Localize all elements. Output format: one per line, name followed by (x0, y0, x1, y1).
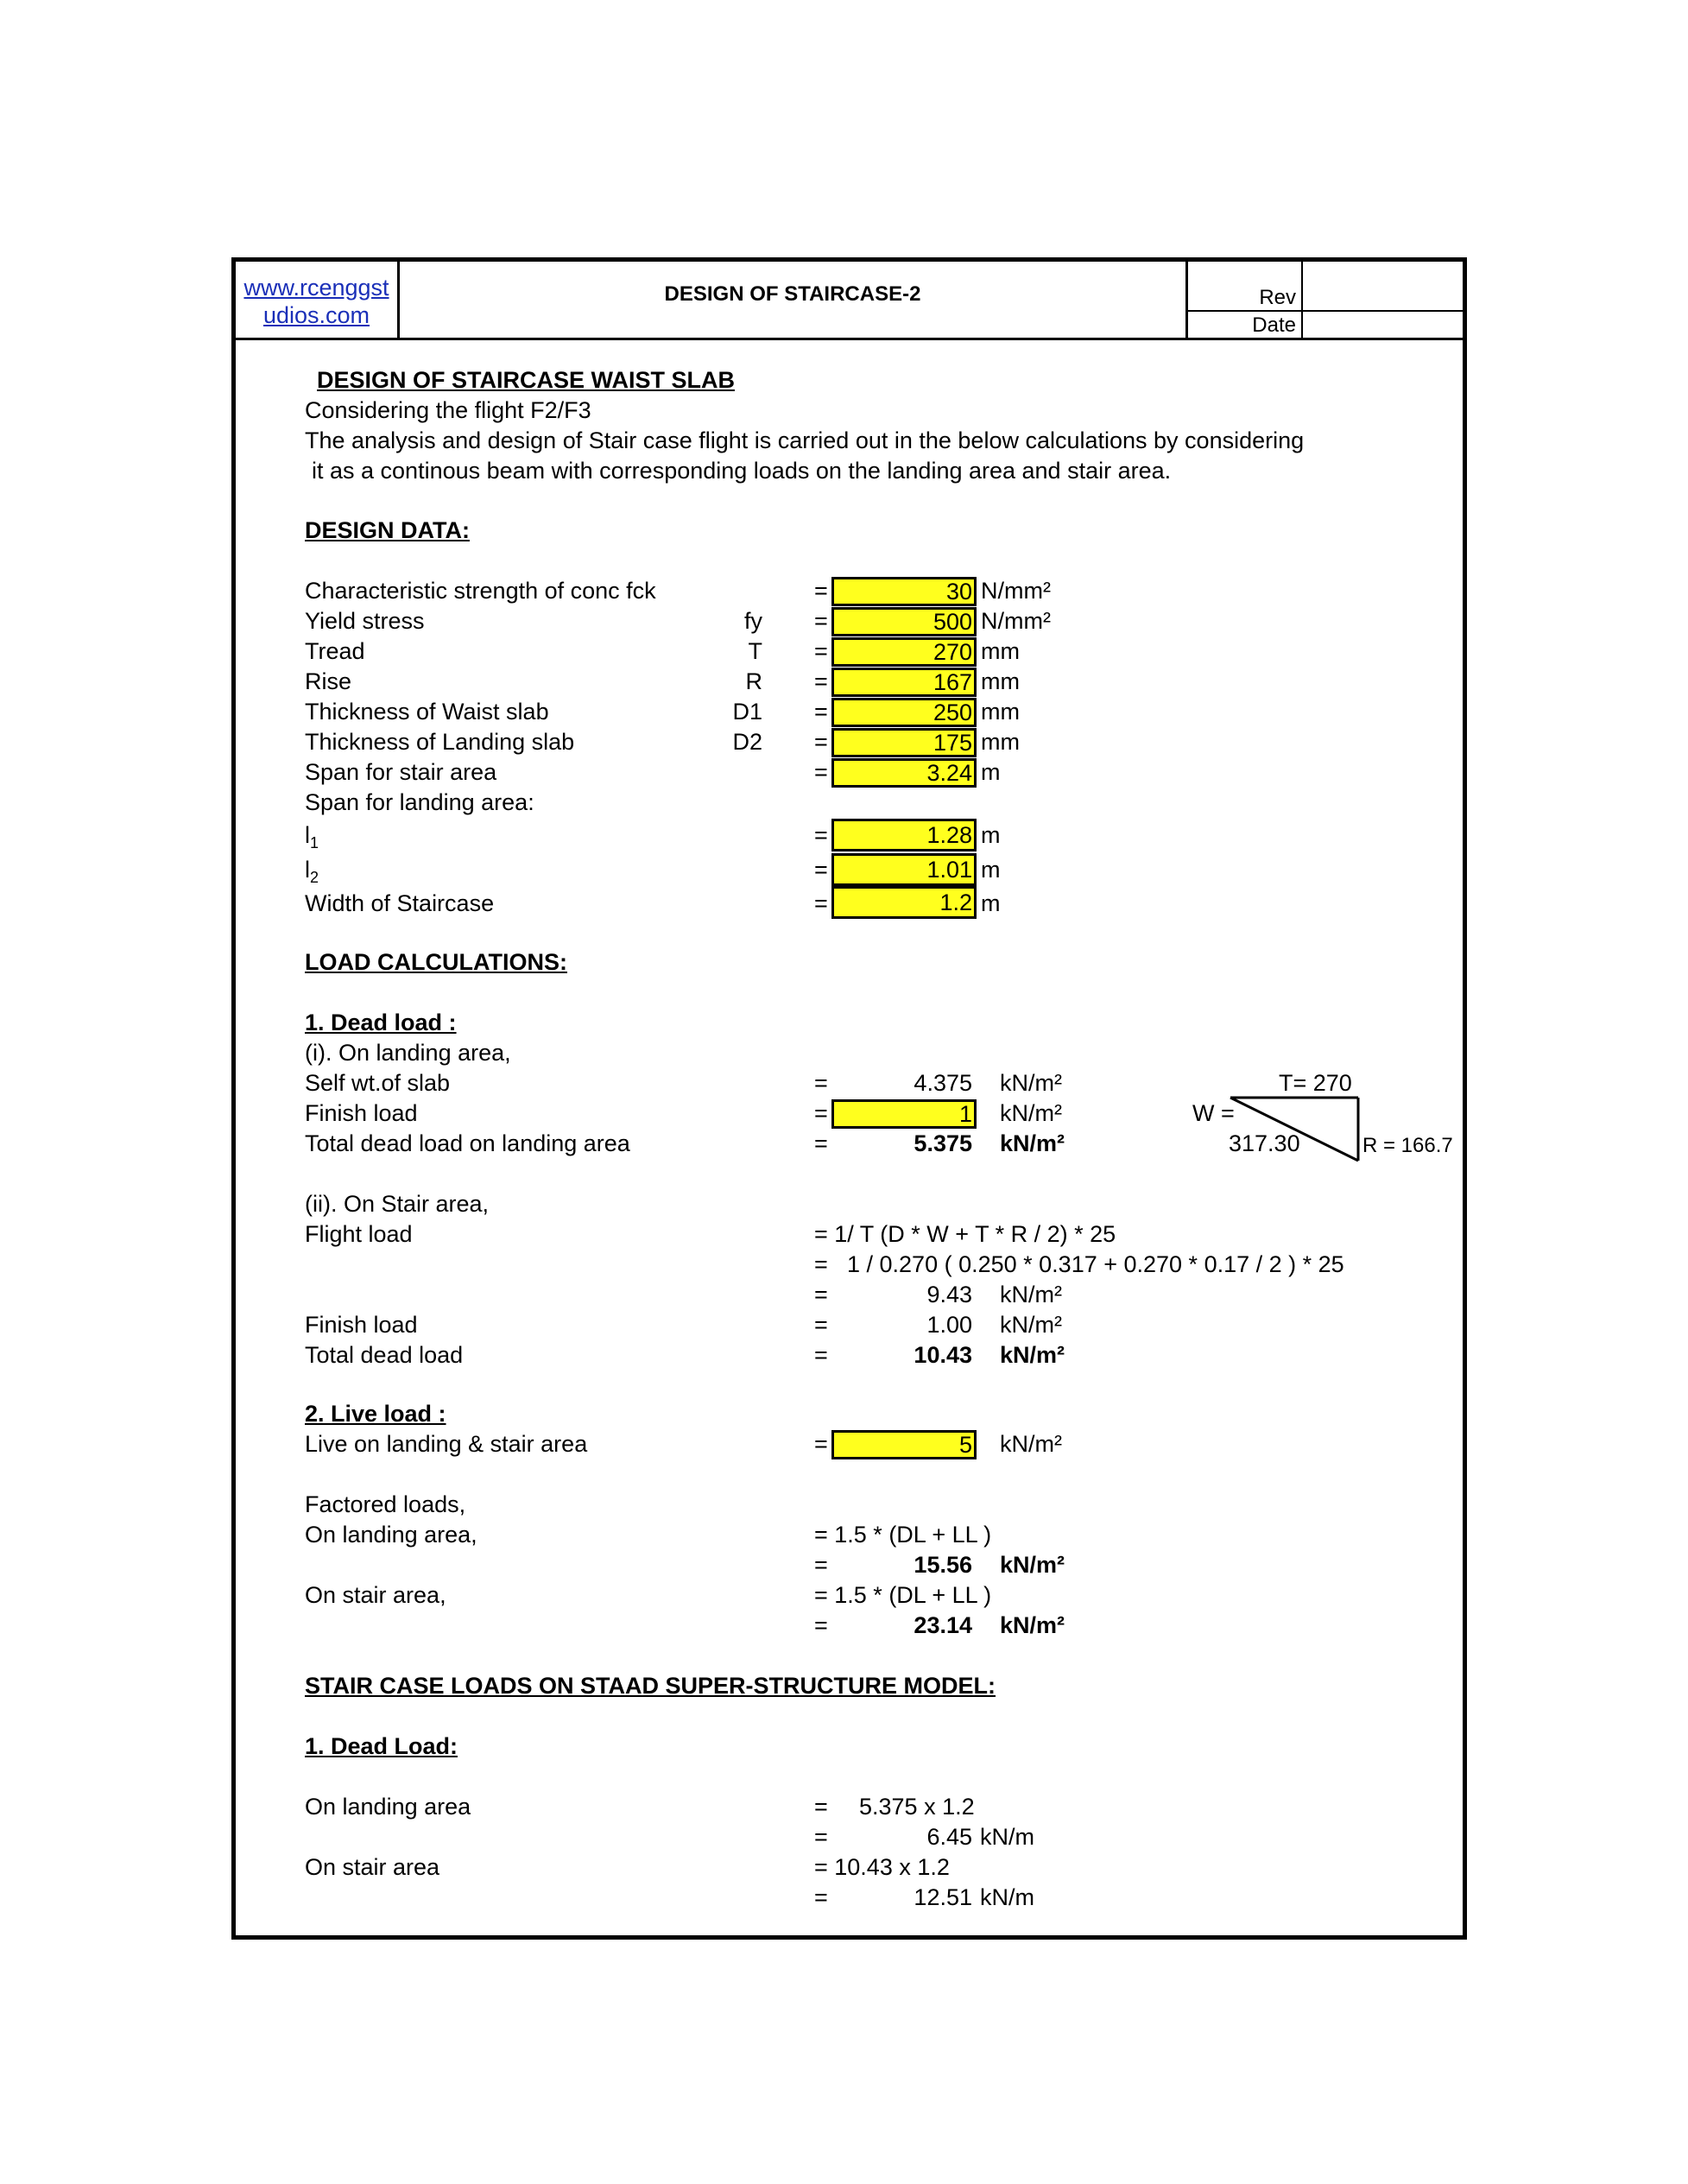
flight-load-substituted: 1 / 0.270 ( 0.250 * 0.317 + 0.270 * 0.17 / 2 ) * 25 (847, 1251, 1344, 1277)
factored-stair-label: On stair area, (305, 1582, 446, 1608)
staad-stair-value: 12.51 (914, 1884, 972, 1910)
triangle-t-label: T= 270 (1279, 1070, 1352, 1096)
dd-unit: mm (981, 638, 1020, 664)
intro-line-2: The analysis and design of Stair case flight is carried out in the below calculations by considering (305, 427, 1305, 453)
eq: = (814, 1552, 828, 1578)
eq: = (814, 1251, 828, 1277)
eq: = (814, 1342, 828, 1368)
dd-symbol: fy (743, 608, 762, 634)
total-landing-unit: kN/m² (1000, 1130, 1065, 1156)
landing-area-subheading: (i). On landing area, (305, 1040, 511, 1066)
intro-line-3: it as a continous beam with corresponding loads on the landing area and stair area. (312, 458, 1172, 484)
triangle-r-label: R = 166.7 (1362, 1134, 1453, 1157)
eq: = (814, 1312, 828, 1338)
calculation-sheet (231, 257, 1467, 1940)
dd-eq: = (814, 857, 828, 883)
section-heading-design-data: DESIGN DATA: (305, 517, 470, 543)
finish-load-input[interactable]: 1 (831, 1099, 977, 1129)
staad-stair-label: On stair area (305, 1854, 440, 1880)
dead-load-heading: 1. Dead load : (305, 1010, 457, 1035)
dd-eq: = (814, 729, 828, 755)
dd-unit: N/mm² (981, 578, 1051, 604)
stair-span-input[interactable]: 3.24 (831, 758, 977, 788)
l2-label: $l_2$ (305, 857, 319, 886)
dd-eq: = (814, 638, 828, 664)
dd-label: Tread (305, 638, 365, 664)
section-heading-waist-slab: DESIGN OF STAIRCASE WAIST SLAB (317, 367, 736, 393)
eq: = (814, 1794, 828, 1820)
live-load-unit: kN/m² (1000, 1431, 1062, 1457)
dd-symbol: D1 (732, 699, 762, 725)
flight-load-unit: kN/m² (1000, 1282, 1062, 1307)
width-input[interactable]: 1.2 (831, 886, 977, 919)
rev-label: Rev (1259, 286, 1296, 309)
section-heading-load-calculations: LOAD CALCULATIONS: (305, 949, 567, 975)
eq: = (814, 1100, 828, 1126)
dd-eq: = (814, 608, 828, 634)
dd-symbol: D2 (732, 729, 762, 755)
triangle-shape (1229, 1095, 1367, 1164)
self-weight-value: 4.375 (914, 1070, 972, 1096)
factored-landing-formula: = 1.5 * (DL + LL ) (814, 1522, 992, 1548)
factored-stair-unit: kN/m² (1000, 1612, 1065, 1638)
dd-eq: = (814, 699, 828, 725)
staad-landing-label: On landing area (305, 1794, 471, 1820)
staad-dead-load-heading: 1. Dead Load: (305, 1733, 458, 1759)
triangle-w-value: 317.30 (1229, 1130, 1300, 1156)
dd-label: Thickness of Waist slab (305, 699, 549, 725)
dd-label: Characteristic strength of conc fck (305, 578, 656, 604)
dd-symbol: R (745, 668, 762, 694)
flight-load-value: 9.43 (926, 1282, 972, 1307)
self-weight-unit: kN/m² (1000, 1070, 1062, 1096)
total-dead-value: 10.43 (914, 1342, 972, 1368)
stair-finish-value: 1.00 (926, 1312, 972, 1338)
eq: = (814, 1130, 828, 1156)
dd-label: Rise (305, 668, 352, 694)
dd-eq: = (814, 822, 828, 848)
width-label: Width of Staircase (305, 890, 495, 916)
website-link-line2[interactable]: udios.com (262, 302, 370, 328)
rise-input[interactable]: 167 (831, 668, 977, 697)
l1-label: $l_1$ (305, 822, 319, 851)
stair-finish-unit: kN/m² (1000, 1312, 1062, 1338)
website-link-line1[interactable]: www.rcenggst (243, 275, 389, 301)
dd-label: Span for stair area (305, 759, 497, 785)
staad-stair-unit: kN/m (980, 1884, 1034, 1910)
fy-input[interactable]: 500 (831, 607, 977, 636)
eq: = (814, 1884, 828, 1910)
eq: = (814, 1431, 828, 1457)
l2-unit: m (981, 857, 1001, 883)
date-label: Date (1252, 313, 1296, 337)
dd-unit: N/mm² (981, 608, 1051, 634)
flight-load-formula: = 1/ T (D * W + T * R / 2) * 25 (814, 1221, 1116, 1247)
landing-span-label: Span for landing area: (305, 789, 534, 815)
total-landing-label: Total dead load on landing area (305, 1130, 630, 1156)
section-heading-staad: STAIR CASE LOADS ON STAAD SUPER-STRUCTURE MODEL: (305, 1673, 996, 1699)
dd-unit: mm (981, 699, 1020, 725)
waist-thickness-input[interactable]: 250 (831, 698, 977, 727)
live-load-heading: 2. Live load : (305, 1401, 446, 1427)
triangle-w-label: W = (1192, 1100, 1235, 1126)
factored-stair-value: 23.14 (914, 1612, 972, 1638)
eq: = (814, 1282, 828, 1307)
dd-label: Thickness of Landing slab (305, 729, 575, 755)
total-landing-value: 5.375 (914, 1130, 972, 1156)
fck-input[interactable]: 30 (831, 577, 977, 606)
live-load-input[interactable]: 5 (831, 1430, 977, 1459)
factored-loads-label: Factored loads, (305, 1491, 466, 1517)
dd-unit: m (981, 759, 1001, 785)
l1-unit: m (981, 822, 1001, 848)
total-dead-unit: kN/m² (1000, 1342, 1065, 1368)
live-load-label: Live on landing & stair area (305, 1431, 588, 1457)
finish-load-label: Finish load (305, 1100, 418, 1126)
tread-input[interactable]: 270 (831, 637, 977, 667)
total-dead-label: Total dead load (305, 1342, 464, 1368)
sheet-title: DESIGN OF STAIRCASE-2 (664, 282, 921, 306)
staad-landing-value: 6.45 (926, 1824, 972, 1850)
intro-line-1: Considering the flight F2/F3 (305, 397, 591, 423)
dd-eq: = (814, 759, 828, 785)
staad-landing-unit: kN/m (980, 1824, 1034, 1850)
staad-landing-expr: 5.375 x 1.2 (859, 1794, 975, 1820)
dd-unit: mm (981, 668, 1020, 694)
l2-input[interactable]: 1.01 (831, 853, 977, 886)
landing-thickness-input[interactable]: 175 (831, 728, 977, 757)
dd-eq: = (814, 668, 828, 694)
dd-label: Yield stress (305, 608, 425, 634)
l1-input[interactable]: 1.28 (831, 819, 977, 851)
factored-landing-label: On landing area, (305, 1522, 477, 1548)
factored-landing-value: 15.56 (914, 1552, 972, 1578)
flight-load-label: Flight load (305, 1221, 413, 1247)
stair-area-subheading: (ii). On Stair area, (305, 1191, 490, 1217)
eq: = (814, 1070, 828, 1096)
eq: = (814, 1612, 828, 1638)
dd-eq: = (814, 890, 828, 916)
stair-finish-label: Finish load (305, 1312, 418, 1338)
dd-eq: = (814, 578, 828, 604)
dd-unit: mm (981, 729, 1020, 755)
factored-stair-formula: = 1.5 * (DL + LL ) (814, 1582, 992, 1608)
self-weight-label: Self wt.of slab (305, 1070, 451, 1096)
eq: = (814, 1824, 828, 1850)
finish-load-unit: kN/m² (1000, 1100, 1062, 1126)
header-divider-rev (1301, 262, 1303, 339)
dd-symbol: T (748, 638, 762, 664)
factored-landing-unit: kN/m² (1000, 1552, 1065, 1578)
width-unit: m (981, 890, 1001, 916)
staad-stair-expr: = 10.43 x 1.2 (814, 1854, 950, 1880)
